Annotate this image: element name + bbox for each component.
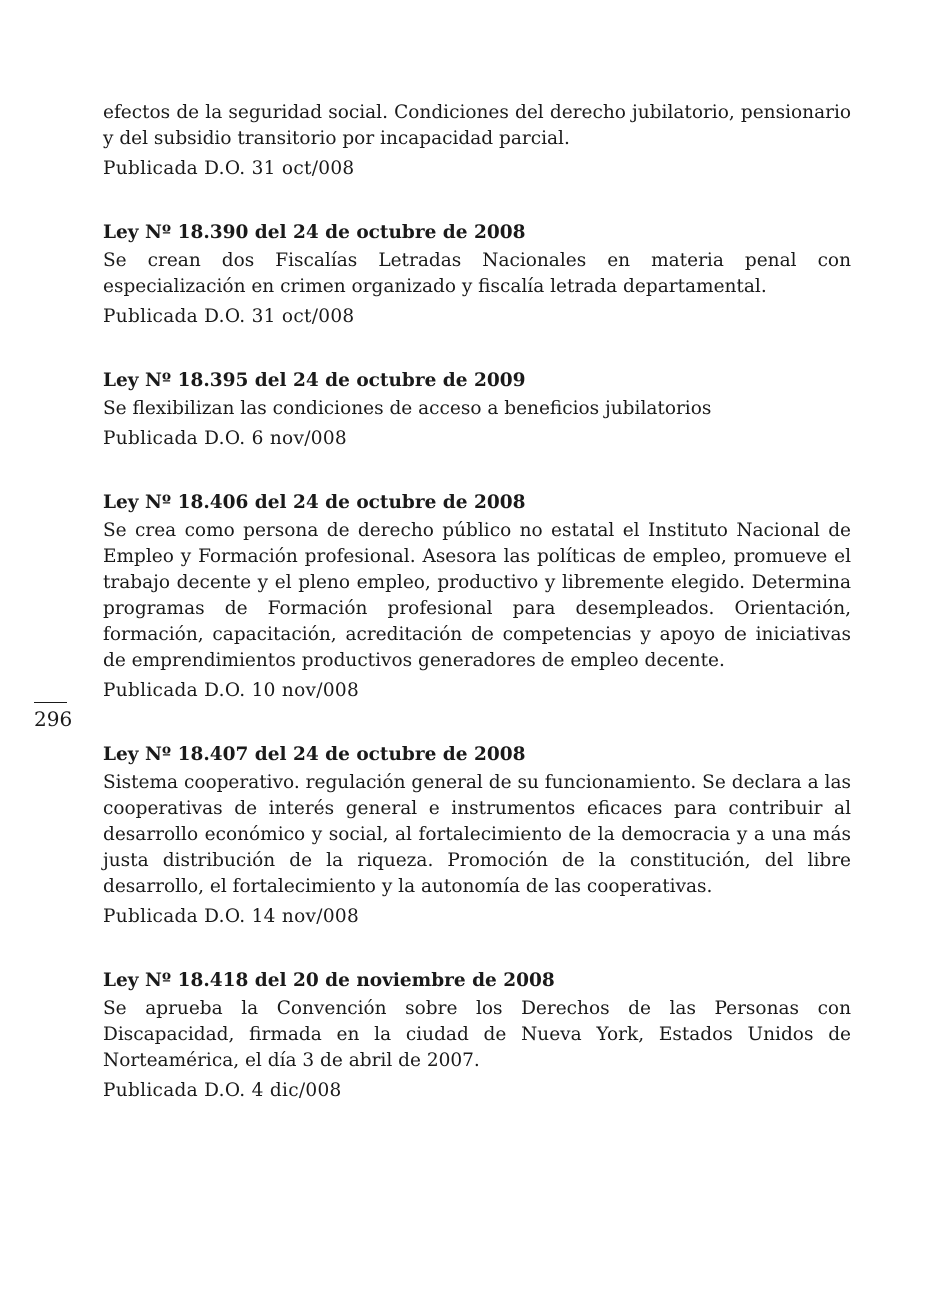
law-description: Se crean dos Fiscalías Letradas Nacionales en materia penal con especialización en crimen organizado y fiscalía letrada departamental. — [103, 250, 851, 297]
law-published: Publicada D.O. 10 nov/008 — [103, 680, 360, 701]
law-title: Ley Nº 18.407 del 24 de octubre de 2008 — [103, 744, 526, 765]
law-title: Ley Nº 18.406 del 24 de octubre de 2008 — [103, 492, 526, 513]
law-entry-18418 — [103, 968, 851, 1104]
page-content — [103, 100, 851, 1104]
intro-text: efectos de la seguridad social. Condiciones del derecho jubilatorio, pensionario y del subsidio transitorio por incapacidad parcial. — [103, 102, 851, 149]
law-published: Publicada D.O. 4 dic/008 — [103, 1080, 342, 1101]
law-published: Publicada D.O. 31 oct/008 — [103, 306, 355, 327]
law-title: Ley Nº 18.390 del 24 de octubre de 2008 — [103, 222, 526, 243]
law-entry-18407 — [103, 742, 851, 930]
law-title: Ley Nº 18.395 del 24 de octubre de 2009 — [103, 370, 526, 391]
law-title: Ley Nº 18.418 del 20 de noviembre de 2008 — [103, 970, 555, 991]
page-number: 296 — [34, 707, 73, 731]
intro-block — [103, 100, 851, 182]
law-published: Publicada D.O. 6 nov/008 — [103, 428, 347, 449]
law-description: Sistema cooperativo. regulación general de su funcionamiento. Se declara a las cooperativas de interés general e instrumentos eficaces para contribuir al desarrollo económico y social, al fortalecimiento de la democracia y a una más justa distribución de la riqueza. Promoción de la constitución, del libre desarrollo, el fortalecimiento y la autonomía de las cooperativas. — [103, 772, 851, 897]
law-description: Se flexibilizan las condiciones de acceso a beneficios jubilatorios — [103, 398, 712, 419]
law-entry-18390 — [103, 220, 851, 330]
law-description: Se crea como persona de derecho público no estatal el Instituto Nacional de Empleo y Formación profesional. Asesora las políticas de empleo, promueve el trabajo decente y el pleno empleo, productivo y libremente elegido. Determina programas de Formación profesional para desempleados. Orientación, formación, capacitación, acreditación de competencias y apoyo de iniciativas de emprendimientos productivos generadores de empleo decente. — [103, 520, 851, 671]
law-entry-18395 — [103, 368, 851, 452]
law-entry-18406 — [103, 490, 851, 704]
page-number-rule — [34, 702, 67, 703]
law-published: Publicada D.O. 14 nov/008 — [103, 906, 360, 927]
intro-published: Publicada D.O. 31 oct/008 — [103, 158, 355, 179]
law-description: Se aprueba la Convención sobre los Derechos de las Personas con Discapacidad, firmada en la ciudad de Nueva York, Estados Unidos de Norteamérica, el día 3 de abril de 2007. — [103, 998, 851, 1071]
